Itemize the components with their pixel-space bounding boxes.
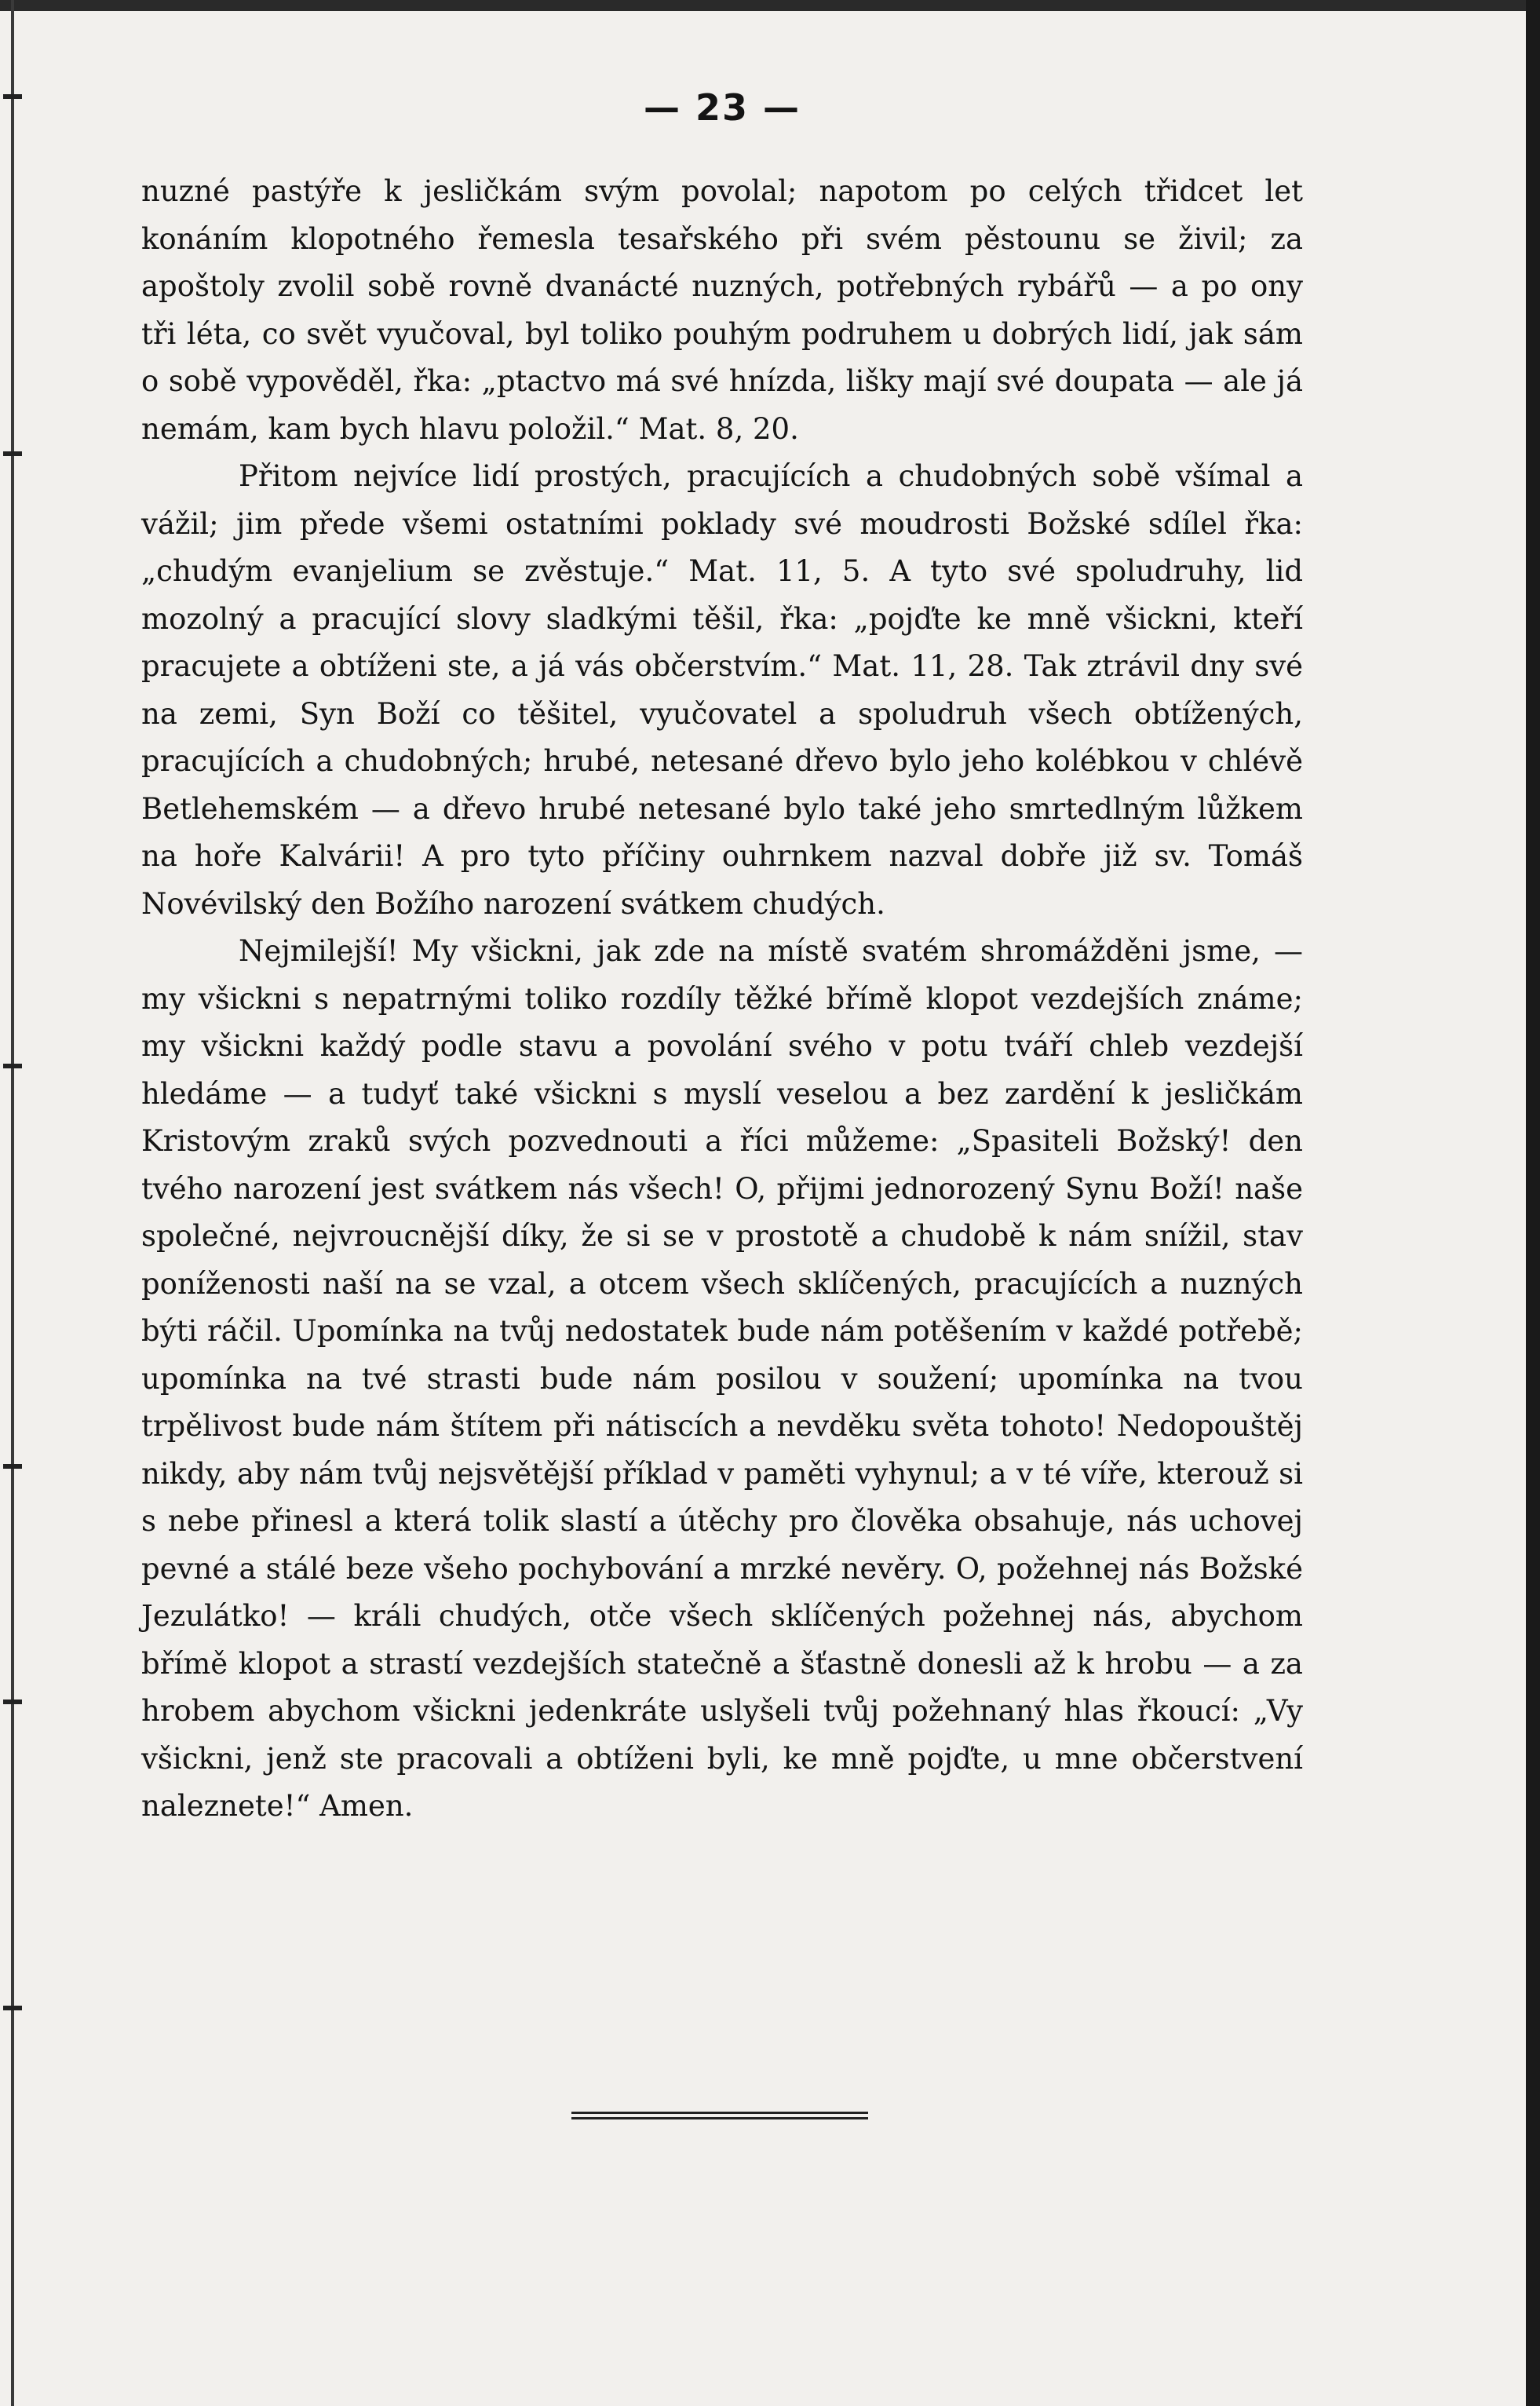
page-content — [141, 86, 1303, 1831]
binding-stitch — [3, 1064, 22, 1068]
binding-stitch — [3, 2006, 22, 2010]
scan-right-edge — [1526, 0, 1540, 2406]
binding-stitch — [3, 1464, 22, 1469]
binding-edge — [11, 0, 14, 2406]
binding-stitch — [3, 451, 22, 456]
paragraph-3: Nejmilejší! My všickni, jak zde na místě svatém shromážděni jsme, — my všickni s nepatrnými toliko rozdíly těžké břímě klopot vezdejších známe; my všickni každý podle stavu a povolání svého v potu tváří chleb vezdejší hledáme — a tudyť také všickni s myslí veselou a bez zardění k jesličkám Kristovým zraků svých pozvednouti a říci můžeme: „Spasiteli Božský! den tvého narození jest svátkem nás všech! O, přijmi jednorozený Synu Boží! naše společné, nejvroucnější díky, že si se v prostotě a chudobě k nám snížil, stav poníženosti naší na se vzal, a otcem všech sklíčených, pracujících a nuzných býti ráčil. Upomínka na tvůj nedostatek bude nám potěšením v každé potřebě; upomínka na tvé strasti bude nám posilou v soužení; upomínka na tvou trpělivost bude nám štítem při nátiscích a nevděku světa tohoto! Nedopouštěj nikdy, aby nám tvůj nejsvětější příklad v paměti vyhynul; a v té víře, kterouž si s nebe přinesl a která tolik slastí a útěchy pro člověka obsahuje, nás uchovej pevné a stálé beze všeho pochybování a mrzké nevěry. O, požehnej nás Božské Jezulátko! — králi chudých, otče všech sklíčených požehnej nás, abychom břímě klopot a strastí vezdejších statečně a šťastně donesli až k hrobu — a za hrobem abychom všickni jedenkráte uslyšeli tvůj požehnaný hlas řkoucí: „Vy všickni, jenž ste pracovali a obtíženi byli, ke mně pojďte, u mne občerstvení naleznete!“ Amen. — [141, 934, 1303, 1823]
paragraph-2: Přitom nejvíce lidí prostých, pracujících a chudobných sobě všímal a vážil; jim přede všemi ostatními poklady své moudrosti Božské sdílel řka: „chudým evanjelium se zvěstuje.“ Mat. 11, 5. A tyto své spoludruhy, lid mozolný a pracující slovy sladkými těšil, řka: „pojďte ke mně všickni, kteří pracujete a obtíženi ste, a já vás občerstvím.“ Mat. 11, 28. Tak ztrávil dny své na zemi, Syn Boží co těšitel, vyučovatel a spoludruh všech obtížených, pracujících a chudobných; hrubé, netesané dřevo bylo jeho kolébkou v chlévě Betlehemském — a dřevo hrubé netesané bylo také jeho smrtedlným lůžkem na hoře Kalvárii! A pro tyto příčiny ouhrnkem nazval dobře již sv. Tomáš Novévilský den Božího narození svátkem chudých. — [141, 459, 1303, 921]
binding-stitch — [3, 94, 22, 99]
page-number: — 23 — — [643, 86, 801, 129]
scan-top-edge — [0, 0, 1540, 11]
paragraph-1: nuzné pastýře k jesličkám svým povolal; napotom po celých třidcet let konáním klopotného řemesla tesařského při svém pěstounu se živil; za apoštoly zvolil sobě rovně dvanácté nuzných, potřebných rybářů — a po ony tři léta, co svět vyučoval, byl toliko pouhým podruhem u dobrých lidí, jak sám o sobě vypověděl, řka: „ptactvo má své hnízda, lišky mají své doupata — ale já nemám, kam bych hlavu položil.“ Mat. 8, 20. — [141, 174, 1303, 446]
end-ornament-rule — [571, 2112, 868, 2119]
binding-stitch — [3, 1700, 22, 1704]
